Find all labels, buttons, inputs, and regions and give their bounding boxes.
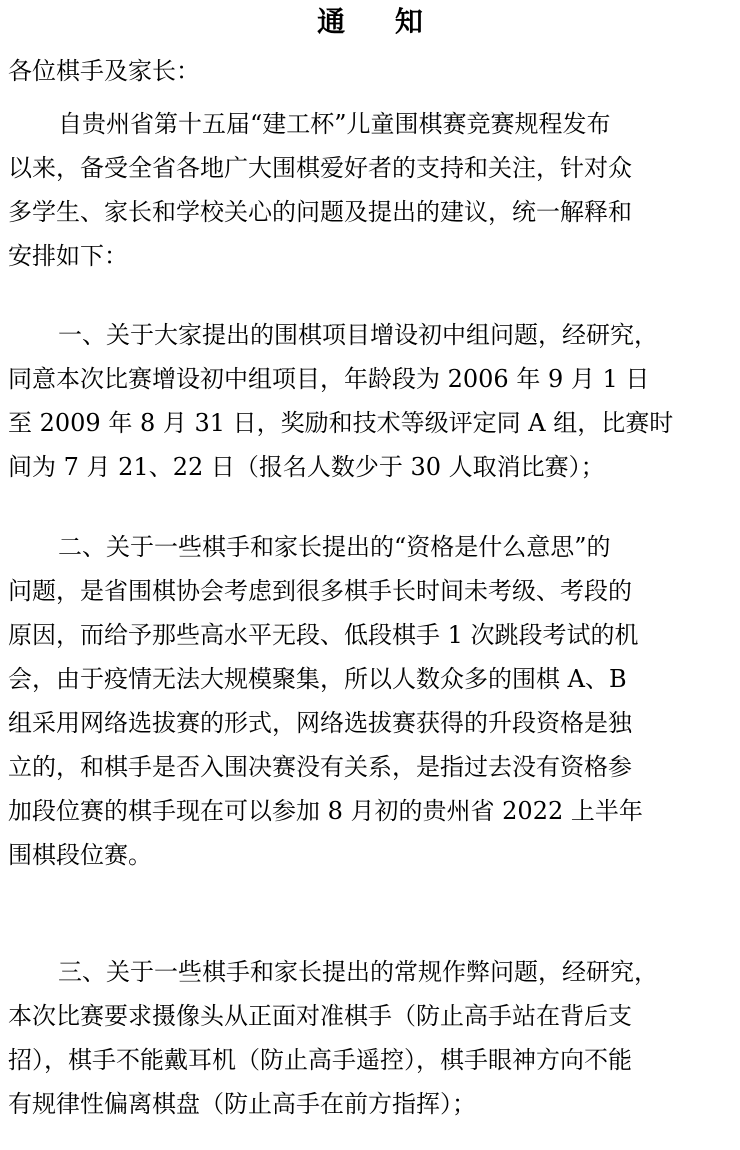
text-line: 有规律性偏离棋盘（防止高手在前方指挥）； xyxy=(8,1090,476,1118)
text-line: 安排如下： xyxy=(8,242,128,270)
paragraph-item-3 xyxy=(8,950,734,1126)
text-line: 自贵州省第十五届“建工杯”儿童围棋赛竞赛规程发布 xyxy=(58,110,611,138)
text-line: 二、关于一些棋手和家长提出的“资格是什么意思”的 xyxy=(58,533,611,561)
text-line: 三、关于一些棋手和家长提出的常规作弊问题，经研究， xyxy=(58,958,658,986)
text-line: 招），棋手不能戴耳机（防止高手遥控），棋手眼神方向不能 xyxy=(8,1046,632,1074)
text-line: 间为 7 月 21、22 日（报名人数少于 30 人取消比赛）； xyxy=(8,453,605,481)
text-line: 会，由于疫情无法大规模聚集，所以人数众多的围棋 A、B xyxy=(8,665,627,693)
text-line: 多学生、家长和学校关心的问题及提出的建议，统一解释和 xyxy=(8,198,632,226)
text-line: 一、关于大家提出的围棋项目增设初中组问题，经研究， xyxy=(58,321,658,349)
text-line: 以来，备受全省各地广大围棋爱好者的支持和关注，针对众 xyxy=(8,154,632,182)
paragraph-item-2 xyxy=(8,525,734,877)
text-line: 立的，和棋手是否入围决赛没有关系，是指过去没有资格参 xyxy=(8,753,632,781)
page-title: 通 知 xyxy=(317,5,443,38)
text-line: 原因，而给予那些高水平无段、低段棋手 1 次跳段考试的机 xyxy=(8,621,639,649)
text-line: 组采用网络选拔赛的形式，网络选拔赛获得的升段资格是独 xyxy=(8,709,632,737)
text-line: 问题，是省围棋协会考虑到很多棋手长时间未考级、考段的 xyxy=(8,577,632,605)
text-line: 围棋段位赛。 xyxy=(8,841,152,869)
paragraph-intro xyxy=(8,102,734,278)
text-line: 本次比赛要求摄像头从正面对准棋手（防止高手站在背后支 xyxy=(8,1002,632,1030)
paragraph-item-1 xyxy=(8,313,734,489)
text-line: 至 2009 年 8 月 31 日，奖励和技术等级评定同 A 组，比赛时 xyxy=(8,409,674,437)
text-line: 同意本次比赛增设初中组项目，年龄段为 2006 年 9 月 1 日 xyxy=(8,365,650,393)
salutation: 各位棋手及家长： xyxy=(8,57,200,85)
text-line: 加段位赛的棋手现在可以参加 8 月初的贵州省 2022 上半年 xyxy=(8,797,643,825)
